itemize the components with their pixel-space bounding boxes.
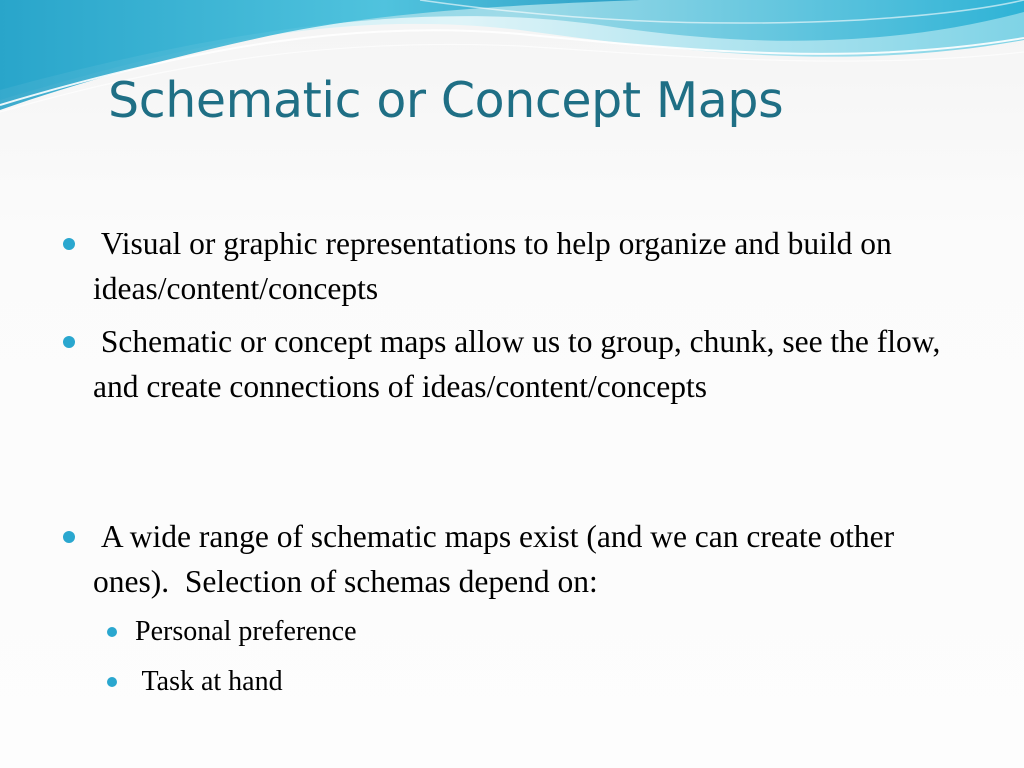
bullet-text: A wide range of schematic maps exist (and we can create other ones). Selection of schemas depend on: (93, 519, 903, 599)
sub-bullet-item (135, 662, 935, 702)
sub-bullet-dot-icon (107, 627, 117, 637)
bullet-dot-icon (63, 531, 75, 543)
sub-bullet-dot-icon (107, 677, 117, 687)
bullet-item (93, 515, 973, 604)
sub-bullet-text: Task at hand (135, 666, 283, 697)
bullet-dot-icon (63, 336, 75, 348)
bullet-text: Schematic or concept maps allow us to group, chunk, see the flow, and create connections of ideas/content/concepts (93, 324, 949, 404)
slide-title: Schematic or Concept Maps (108, 72, 784, 129)
bullet-text: Visual or graphic representations to help organize and build on ideas/content/concepts (93, 226, 900, 306)
bullet-item (93, 320, 973, 409)
sub-bullet-item (135, 612, 935, 652)
sub-bullet-text: Personal preference (135, 616, 357, 647)
bullet-dot-icon (63, 238, 75, 250)
bullet-item (93, 222, 973, 311)
